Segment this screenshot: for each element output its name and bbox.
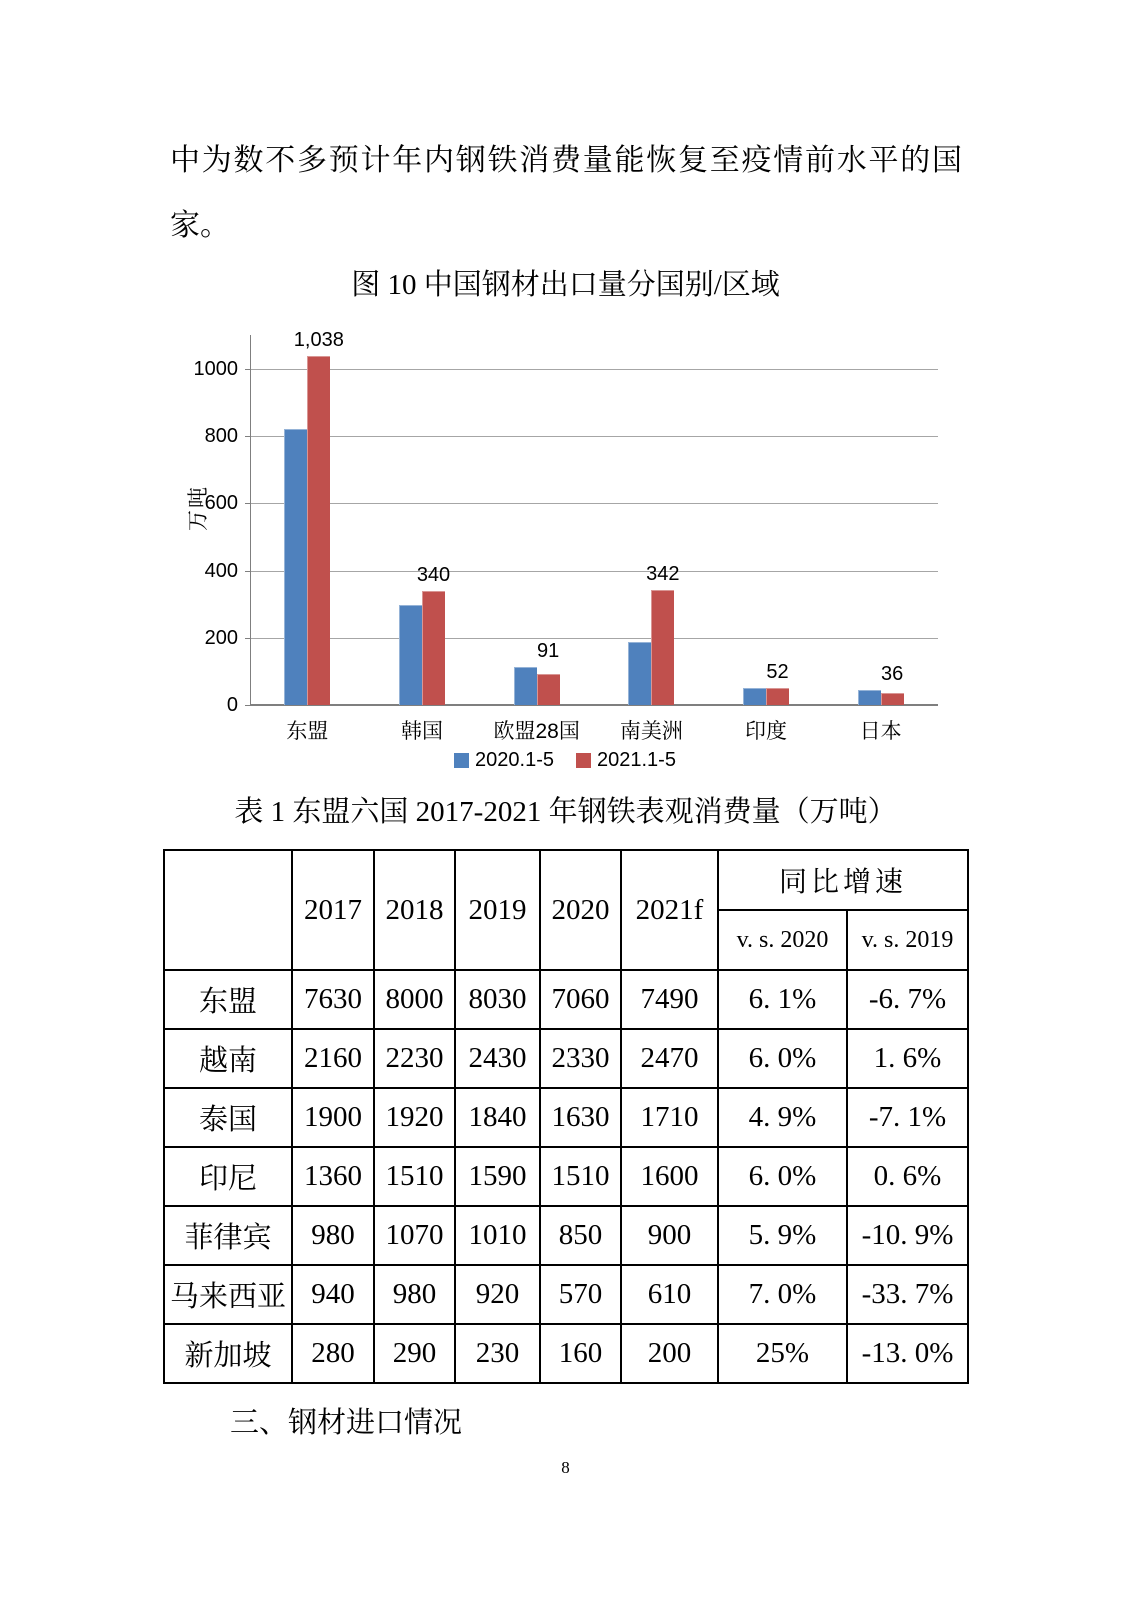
table-cell: -10. 9% [847,1206,968,1265]
table-cell: 8030 [455,970,540,1029]
header-cell-blank [164,850,292,970]
y-tick-label: 200 [204,626,238,649]
table-cell: 200 [621,1324,718,1383]
row-label-cell: 新加坡 [164,1324,292,1383]
bar-2021.1-5-日本 [881,693,904,705]
table-row [164,970,968,1029]
y-gridline [250,571,938,572]
table-cell: 940 [292,1265,374,1324]
table-cell: 230 [455,1324,540,1383]
table-cell: -33. 7% [847,1265,968,1324]
table-cell: 570 [540,1265,621,1324]
header-cell-vs2020: v. s. 2020 [718,910,847,970]
y-gridline [250,638,938,639]
consumption-table [163,849,969,1384]
body-paragraph-line-1: 中为数不多预计年内钢铁消费量能恢复至疫情前水平的国 [170,144,962,177]
table-cell: 5. 9% [718,1206,847,1265]
bar-value-label: 340 [416,563,451,586]
bar-value-label: 91 [537,640,560,663]
y-tick-label: 800 [204,425,238,448]
table-body [164,970,968,1383]
table-cell: 0. 6% [847,1147,968,1206]
bar-2020.1-5-韩国 [399,605,422,705]
table-cell: -13. 0% [847,1324,968,1383]
table-cell: 850 [540,1206,621,1265]
header-cell-2018: 2018 [374,850,455,970]
body-paragraph-line-2: 家。 [170,209,230,242]
table-cell: 7630 [292,970,374,1029]
legend-item-2020 [454,749,554,772]
y-gridline [250,503,938,504]
header-cell-2017: 2017 [292,850,374,970]
table-cell: 1920 [374,1088,455,1147]
bar-2020.1-5-印度 [743,688,766,705]
legend-swatch-red [576,753,591,768]
x-category-label: 东盟 [286,720,329,743]
y-axis-line [250,335,251,705]
table-cell: 1900 [292,1088,374,1147]
table-cell: 2230 [374,1029,455,1088]
table-cell: 610 [621,1265,718,1324]
bar-2020.1-5-欧盟28国 [514,667,537,705]
table-cell: 1710 [621,1088,718,1147]
table-cell: 7060 [540,970,621,1029]
table-cell: 8000 [374,970,455,1029]
bar-2021.1-5-南美洲 [651,590,674,705]
bar-chart [170,315,960,780]
header-cell-2021f: 2021f [621,850,718,970]
table-cell: 1360 [292,1147,374,1206]
table-cell: 6. 0% [718,1029,847,1088]
y-gridline [250,369,938,370]
table-cell: -6. 7% [847,970,968,1029]
y-gridline [250,436,938,437]
section-heading: 三、钢材进口情况 [230,1407,463,1439]
table-cell: 4. 9% [718,1088,847,1147]
table-cell: 25% [718,1324,847,1383]
table-cell: 280 [292,1324,374,1383]
x-category-label: 欧盟28国 [493,720,580,743]
bar-2021.1-5-韩国 [422,591,445,705]
bar-2021.1-5-欧盟28国 [537,674,560,705]
y-axis-title: 万吨 [187,485,210,531]
table-row [164,1206,968,1265]
table-cell: 160 [540,1324,621,1383]
legend-item-2021 [576,749,676,772]
table-cell: 900 [621,1206,718,1265]
table-cell: 2430 [455,1029,540,1088]
row-label-cell: 菲律宾 [164,1206,292,1265]
row-label-cell: 马来西亚 [164,1265,292,1324]
header-cell-2020: 2020 [540,850,621,970]
bar-2020.1-5-东盟 [284,429,307,705]
x-category-label: 日本 [859,720,902,743]
table-cell: 1070 [374,1206,455,1265]
header-cell-2019: 2019 [455,850,540,970]
table-cell: 920 [455,1265,540,1324]
row-label-cell: 泰国 [164,1088,292,1147]
table-title: 表 1 东盟六国 2017-2021 年钢铁表观消费量（万吨） [234,796,897,828]
x-category-label: 韩国 [401,720,443,743]
table-row [164,1265,968,1324]
legend-swatch-blue [454,753,469,768]
table-row [164,1029,968,1088]
table-row [164,1324,968,1383]
y-tick-label: 0 [226,694,238,716]
page-number: 8 [561,1458,570,1477]
bar-2020.1-5-日本 [858,690,881,705]
table-cell: 2470 [621,1029,718,1088]
table-cell: 980 [292,1206,374,1265]
y-tick-label: 600 [204,492,238,515]
row-label-cell: 越南 [164,1029,292,1088]
table-cell: 980 [374,1265,455,1324]
bar-2021.1-5-印度 [766,688,789,705]
bar-value-label: 36 [881,662,904,685]
bar-value-label: 1,038 [293,329,344,352]
bar-2020.1-5-南美洲 [628,642,651,705]
figure-title: 图 10 中国钢材出口量分国别/区域 [351,269,780,301]
y-tick-label: 1000 [193,358,238,380]
table-cell: 1840 [455,1088,540,1147]
table-cell: 2160 [292,1029,374,1088]
table-cell: 1630 [540,1088,621,1147]
table-cell: 1600 [621,1147,718,1206]
x-axis-line [250,704,938,706]
bar-2021.1-5-东盟 [307,356,330,705]
table-cell: 1510 [374,1147,455,1206]
table-cell: 1010 [455,1206,540,1265]
table-cell: 1590 [455,1147,540,1206]
table-cell: 1510 [540,1147,621,1206]
table-cell: 2330 [540,1029,621,1088]
row-label-cell: 东盟 [164,970,292,1029]
table-row [164,1088,968,1147]
legend-label-2021: 2021.1-5 [597,749,676,771]
table-cell: 6. 1% [718,970,847,1029]
bar-value-label: 52 [766,660,789,683]
legend-label-2020: 2020.1-5 [475,749,554,771]
y-tick-label: 400 [204,559,238,582]
table-cell: -7. 1% [847,1088,968,1147]
table-cell: 7. 0% [718,1265,847,1324]
row-label-cell: 印尼 [164,1147,292,1206]
table-cell: 1. 6% [847,1029,968,1088]
bar-value-label: 342 [646,563,680,586]
table-header [164,850,968,970]
x-category-label: 印度 [745,720,787,743]
table-cell: 6. 0% [718,1147,847,1206]
table-row [164,1147,968,1206]
header-cell-vs2019: v. s. 2019 [847,910,968,970]
header-cell-yoy-growth: 同比增速 [718,850,968,910]
table-cell: 290 [374,1324,455,1383]
x-category-label: 南美洲 [619,720,683,743]
chart-legend [170,749,960,772]
table-cell: 7490 [621,970,718,1029]
